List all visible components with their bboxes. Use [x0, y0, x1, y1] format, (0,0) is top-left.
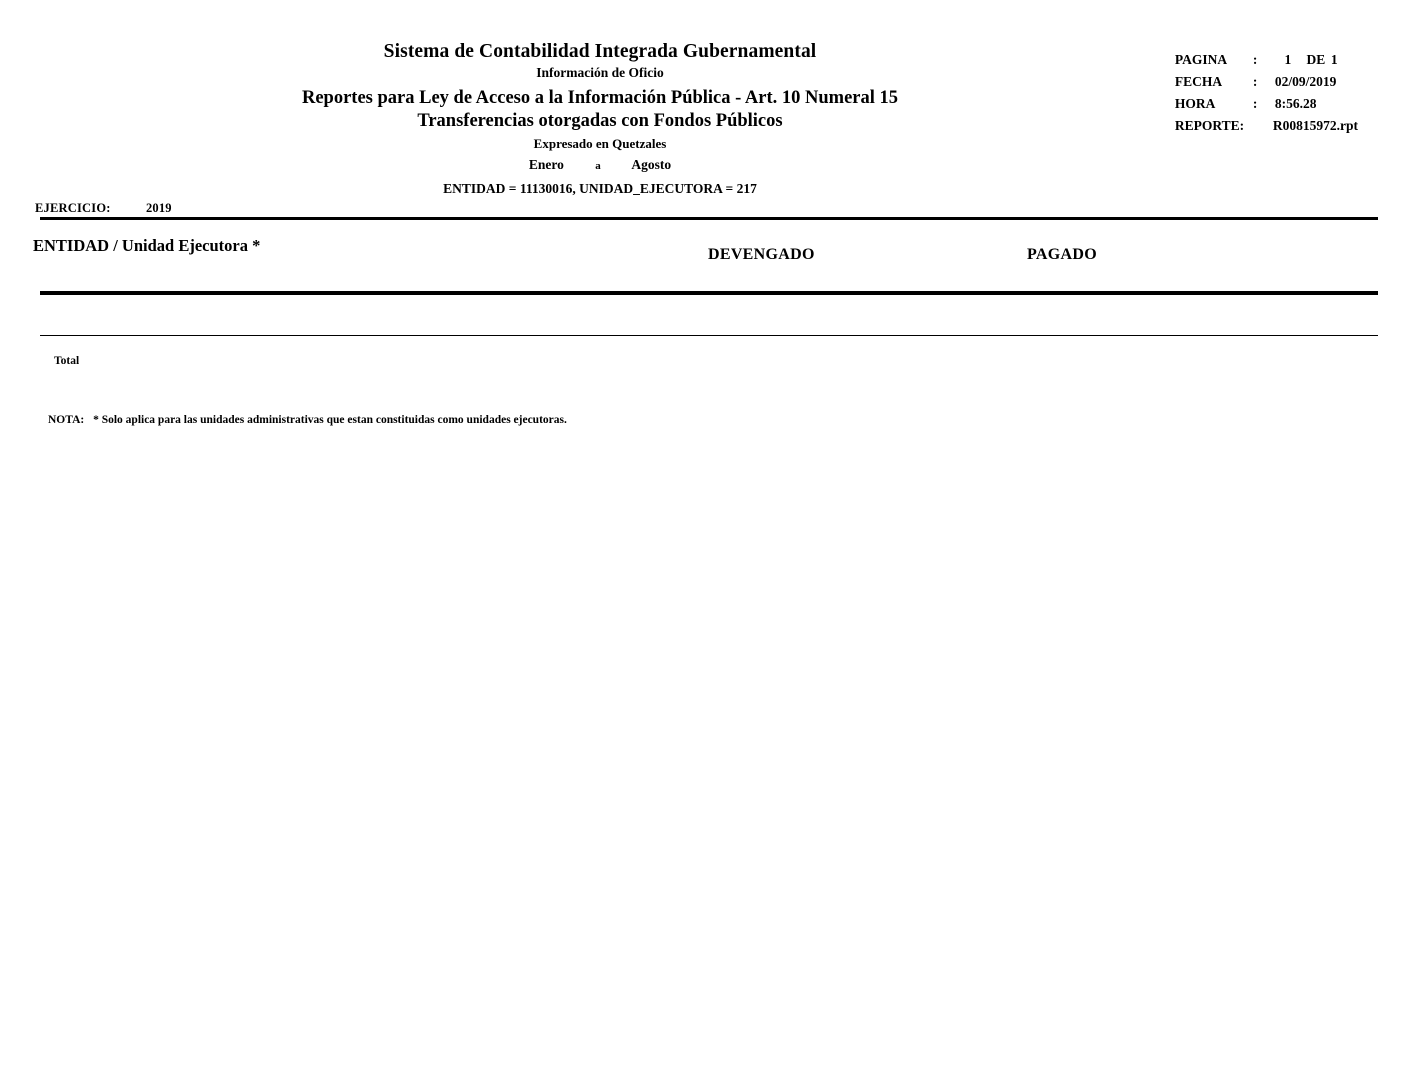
report-file-name: R00815972.rpt: [1272, 118, 1358, 133]
page-colon: :: [1252, 52, 1258, 67]
footnote-text: * Solo aplica para las unidades administrativas que estan constituidas como unidades ejecutoras.: [93, 414, 567, 426]
total-label: Total: [54, 355, 80, 367]
currency-note: Expresado en Quetzales: [533, 136, 667, 152]
meta-row-time: [1175, 96, 1358, 118]
system-title: Sistema de Contabilidad Integrada Gubernamental: [383, 41, 817, 62]
meta-row-report: [1175, 118, 1358, 140]
meta-row-date: [1175, 74, 1358, 96]
ejercicio-field: [35, 201, 172, 216]
time-label: HORA: [1174, 96, 1216, 111]
report-meta: [1175, 52, 1358, 140]
time-colon: :: [1252, 96, 1258, 111]
period-range: [0, 157, 1200, 173]
date-label: FECHA: [1174, 74, 1223, 89]
report-label: REPORTE:: [1174, 118, 1245, 133]
table-total-rule: [40, 335, 1378, 336]
system-subtitle: Información de Oficio: [536, 65, 664, 81]
time-value: 8:56.28: [1274, 96, 1317, 111]
report-subject-title: Transferencias otorgadas con Fondos Públicos: [417, 110, 783, 131]
footnote: [48, 414, 567, 426]
table-top-rule: [40, 217, 1378, 220]
date-colon: :: [1252, 74, 1258, 89]
filter-criteria: ENTIDAD = 11130016, UNIDAD_EJECUTORA = 217: [443, 181, 757, 197]
date-value: 02/09/2019: [1274, 74, 1337, 89]
total-row: [54, 355, 79, 367]
page-number: 1: [1284, 52, 1292, 67]
page-de-label: DE: [1306, 52, 1326, 67]
period-from: Enero: [528, 157, 564, 173]
column-header-pagado: PAGADO: [1027, 246, 1097, 263]
column-header-entity: ENTIDAD / Unidad Ejecutora *: [33, 236, 261, 255]
meta-row-page: [1175, 52, 1358, 74]
period-separator: a: [595, 160, 601, 173]
ejercicio-label: EJERCICIO:: [35, 201, 111, 215]
table-header-rule: [40, 291, 1378, 295]
footnote-label: NOTA:: [48, 414, 85, 426]
title-block: [0, 0, 1200, 197]
page-total: 1: [1330, 52, 1338, 67]
period-to: Agosto: [631, 157, 672, 173]
page-label: PAGINA: [1174, 52, 1228, 67]
ejercicio-value: 2019: [145, 201, 172, 215]
column-header-devengado: DEVENGADO: [708, 246, 815, 263]
report-law-title: Reportes para Ley de Acceso a la Información Pública - Art. 10 Numeral 15: [301, 87, 899, 108]
